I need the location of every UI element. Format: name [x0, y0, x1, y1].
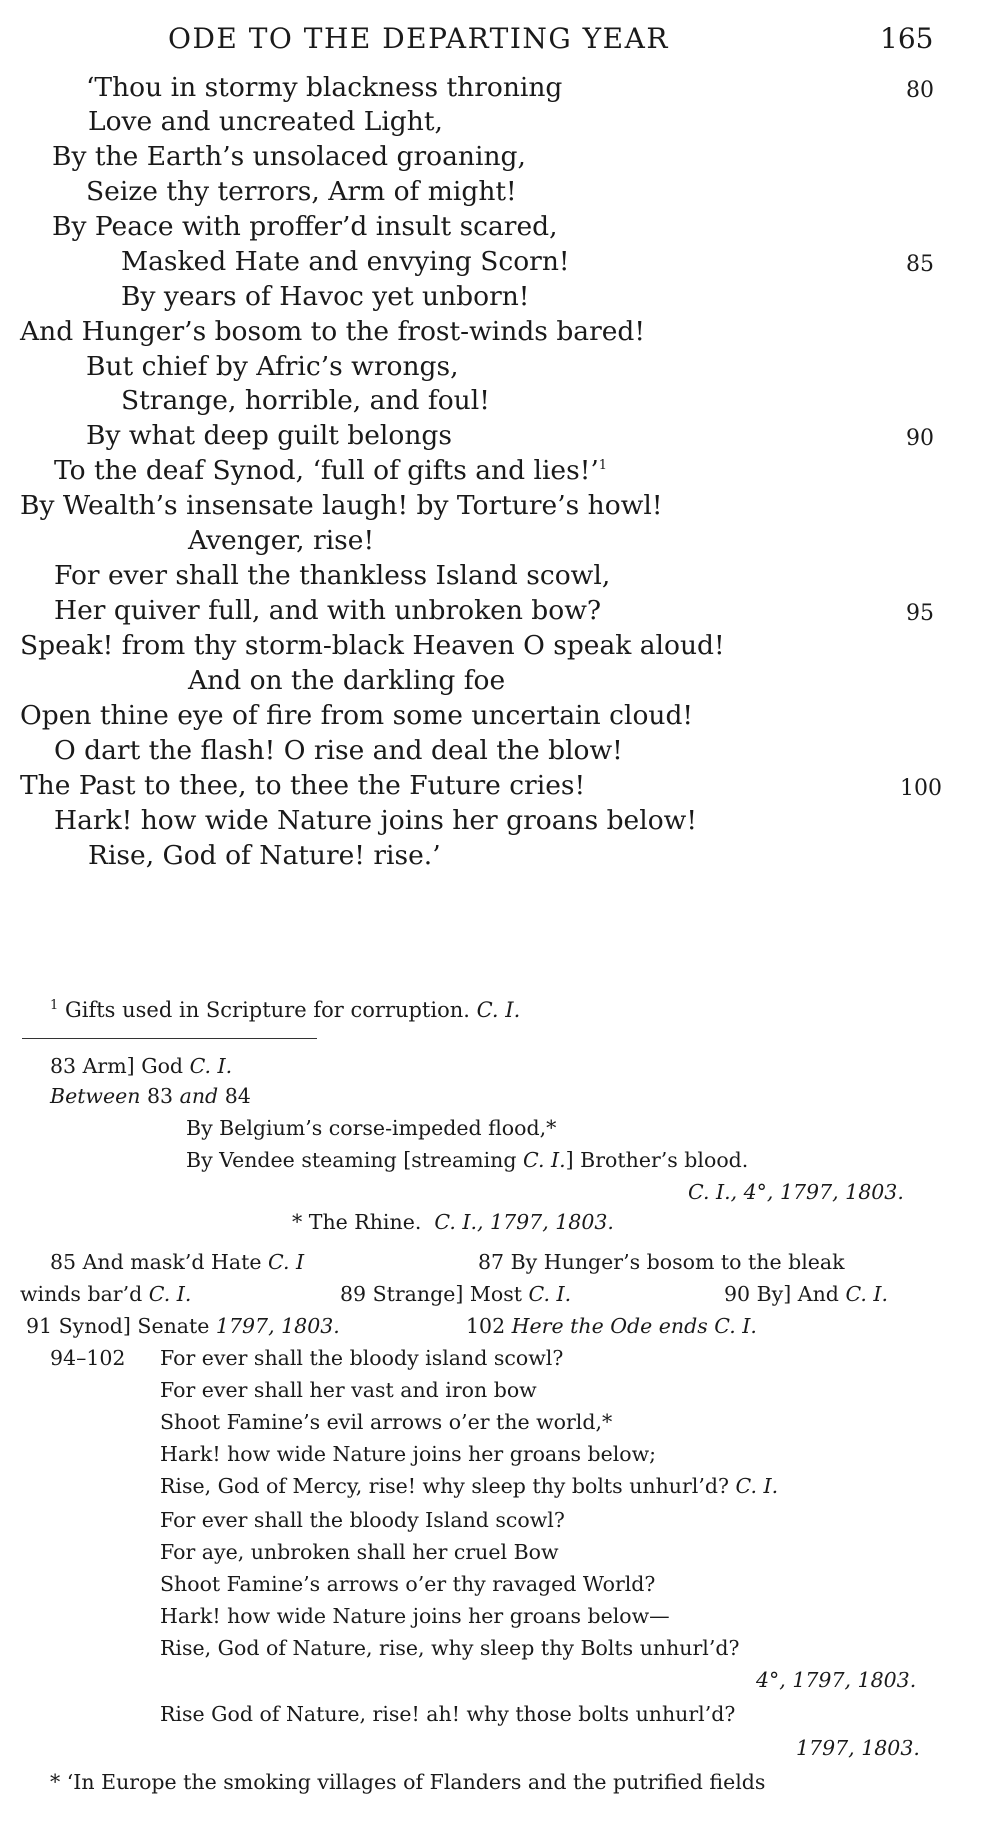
variant-102: 102 Here the Ode ends C. I. — [466, 1314, 757, 1338]
variant-block1-line: For ever shall her vast and iron bow — [160, 1378, 537, 1402]
line-number: 95 — [906, 601, 934, 626]
variant-europe-note: * ‘In Europe the smoking villages of Flanders and the putrified fields — [50, 1770, 766, 1794]
variant-block1-line: Rise, God of Mercy, rise! why sleep thy bolts unhurl’d? C. I. — [160, 1474, 779, 1498]
poem-line-84: By Peace with proffer’d insult scared, — [52, 211, 558, 242]
poem-line-95: Her quiver full, and with unbroken bow? — [54, 595, 602, 626]
poem-line-102: Rise, God of Nature! rise.’ — [88, 840, 441, 871]
variant-block2-line: For ever shall the bloody Island scowl? — [160, 1508, 565, 1532]
variant-block1-line: For ever shall the bloody island scowl? — [160, 1346, 564, 1370]
variant-block2-line: For aye, unbroken shall her cruel Bow — [160, 1540, 559, 1564]
variant-block2-source: 4°, 1797, 1803. — [756, 1668, 917, 1692]
poem-line-87: And Hunger’s bosom to the frost-winds bared! — [20, 316, 646, 347]
poem-line-97: And on the darkling foe — [188, 665, 506, 696]
variant-block1-line: Shoot Famine’s evil arrows o’er the world,* — [160, 1410, 613, 1434]
variant-block2-line: Hark! how wide Nature joins her groans below— — [160, 1604, 670, 1628]
footnote-marker: 1 — [598, 458, 608, 474]
page-number: 165 — [880, 22, 934, 55]
poem-line-88: But chief by Afric’s wrongs, — [86, 351, 459, 382]
line-number: 90 — [906, 426, 934, 451]
variant-block1-line: Hark! how wide Nature joins her groans below; — [160, 1442, 657, 1466]
variant-85: 85 And mask’d Hate C. I — [50, 1250, 305, 1274]
poem-line-90: By what deep guilt belongs — [86, 420, 452, 451]
variant-range: 94–102 — [50, 1346, 126, 1370]
variant-block2-line: Rise, God of Nature, rise, why sleep thy Bolts unhurl’d? — [160, 1636, 740, 1660]
running-header-title: ODE TO THE DEPARTING YEAR — [168, 22, 669, 55]
line-number: 85 — [906, 252, 934, 277]
poem-line-81: Love and uncreated Light, — [88, 106, 443, 137]
variant-87: 87 By Hunger’s bosom to the bleak — [478, 1250, 845, 1274]
poem-line-101: Hark! how wide Nature joins her groans below! — [54, 805, 698, 836]
poem-line-91: To the deaf Synod, ‘full of gifts and lies!’$^1$ — [54, 455, 608, 486]
poem-line-85: Masked Hate and envying Scorn! — [121, 246, 570, 277]
variant-between: Between 83 and 84 — [50, 1084, 251, 1108]
variant-source: C. I., 4°, 1797, 1803. — [688, 1180, 904, 1204]
variant-90: 90 By] And C. I. — [724, 1282, 889, 1306]
poem-line-83: Seize thy terrors, Arm of might! — [86, 176, 517, 207]
variant-vendee: By Vendee steaming [streaming C. I.] Brother’s blood. — [186, 1148, 749, 1172]
variant-belgium: By Belgium’s corse-impeded flood,* — [186, 1116, 557, 1140]
poem-line-92: By Wealth’s insensate laugh! by Torture’s howl! — [20, 490, 663, 521]
poem-line-99: O dart the flash! O rise and deal the blow! — [54, 735, 623, 766]
poem-line-82: By the Earth’s unsolaced groaning, — [52, 141, 526, 172]
footnote: $^1$ Gifts used in Scripture for corruption. C. I. — [50, 998, 521, 1022]
variant-rhine-note: * The Rhine. C. I., 1797, 1803. — [292, 1210, 614, 1234]
variant-91: 91 Synod] Senate 1797, 1803. — [26, 1314, 340, 1338]
poem-line-93: Avenger, rise! — [188, 525, 375, 556]
poem-line-96: Speak! from thy storm-black Heaven O speak aloud! — [20, 630, 725, 661]
poem-line-100: The Past to thee, to thee the Future cries! — [20, 770, 586, 801]
poem-line-98: Open thine eye of fire from some uncertain cloud! — [20, 700, 694, 731]
poem-line-80: ‘Thou in stormy blackness throning — [86, 72, 563, 103]
line-number: 100 — [900, 776, 942, 801]
line-number: 80 — [906, 78, 934, 103]
variant-block3-line: Rise God of Nature, rise! ah! why those bolts unhurl’d? — [160, 1702, 736, 1726]
variant-block3-source: 1797, 1803. — [796, 1736, 920, 1760]
variant-83: 83 Arm] God C. I. — [50, 1054, 233, 1078]
variant-89: 89 Strange] Most C. I. — [340, 1282, 572, 1306]
variant-block2-line: Shoot Famine’s arrows o’er thy ravaged World? — [160, 1572, 656, 1596]
poem-line-89: Strange, horrible, and foul! — [121, 385, 490, 416]
footnote-rule — [22, 1038, 317, 1039]
variant-87-cont: winds bar’d C. I. — [20, 1282, 192, 1306]
poem-line-86: By years of Havoc yet unborn! — [121, 281, 530, 312]
poem-line-94: For ever shall the thankless Island scowl, — [54, 560, 611, 591]
